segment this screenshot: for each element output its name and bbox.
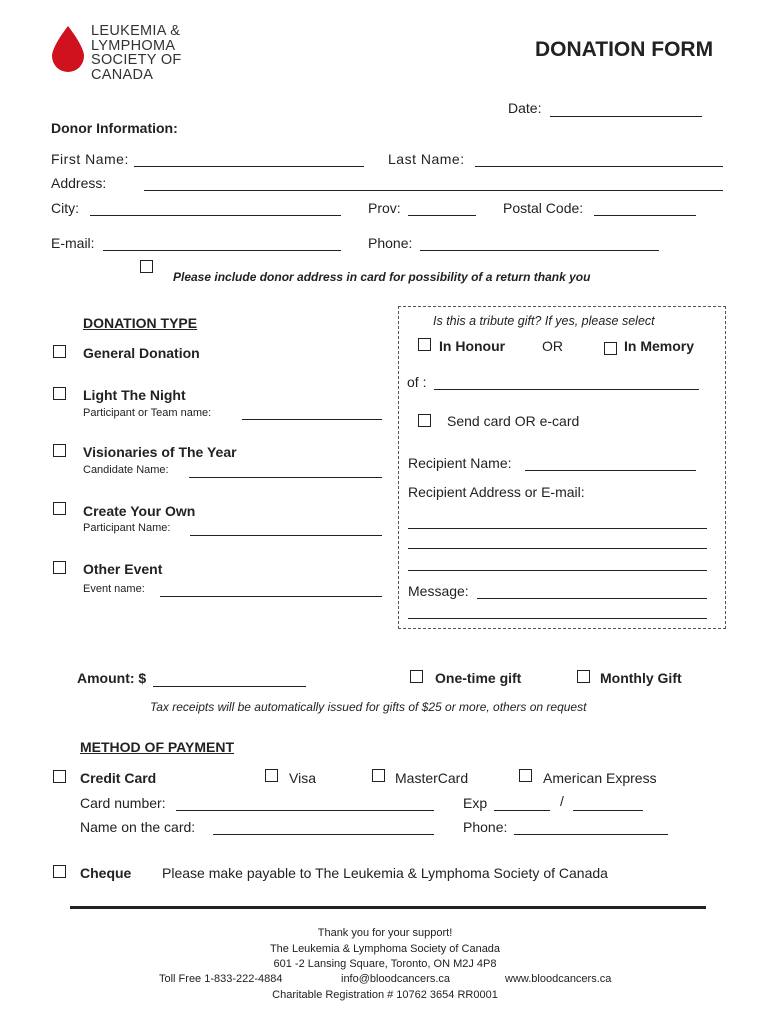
footer-email: info@bloodcancers.ca [341, 973, 451, 985]
message-label: Message: [408, 583, 469, 599]
send-card-label: Send card OR e-card [447, 413, 580, 429]
one-time-gift-checkbox[interactable] [410, 670, 423, 683]
address-label: Address: [51, 175, 107, 191]
light-the-night-label: Light The Night [83, 387, 186, 403]
logo-line: LYMPHOMA [91, 37, 176, 54]
recipient-address-label: Recipient Address or E-mail: [408, 484, 585, 500]
mastercard-checkbox[interactable] [372, 769, 385, 782]
recipient-address-line-3[interactable] [408, 570, 707, 571]
address-in-card-checkbox[interactable] [140, 260, 153, 273]
other-event-checkbox[interactable] [53, 561, 66, 574]
event-name-field[interactable] [160, 596, 382, 597]
prov-label: Prov: [368, 200, 401, 216]
visionaries-sub: Candidate Name: [83, 464, 169, 476]
postal-field[interactable] [594, 215, 696, 216]
footer-charity: Charitable Registration # 10762 3654 RR0001 [272, 989, 498, 1001]
credit-card-label: Credit Card [80, 770, 157, 786]
create-your-own-sub: Participant Name: [83, 522, 171, 534]
payment-phone-label: Phone: [463, 819, 508, 835]
page-title: DONATION FORM [535, 38, 714, 61]
other-event-sub: Event name: [83, 583, 145, 595]
footer-divider [70, 906, 706, 909]
city-label: City: [51, 200, 79, 216]
donor-heading: Donor Information: [51, 120, 178, 136]
date-label: Date: [508, 100, 542, 116]
in-memory-checkbox[interactable] [604, 342, 617, 355]
date-field[interactable] [550, 116, 702, 117]
card-number-label: Card number: [80, 795, 166, 811]
other-event-label: Other Event [83, 561, 163, 577]
footer-address: 601 -2 Lansing Square, Toronto, ON M2J 4P8 [273, 958, 497, 970]
phone-label: Phone: [368, 235, 413, 251]
first-name-label: First Name: [51, 151, 129, 167]
create-your-own-checkbox[interactable] [53, 502, 66, 515]
address-field[interactable] [144, 190, 723, 191]
name-on-card-label: Name on the card: [80, 819, 196, 835]
prov-field[interactable] [408, 215, 476, 216]
payment-phone-field[interactable] [514, 834, 668, 835]
visa-checkbox[interactable] [265, 769, 278, 782]
card-number-field[interactable] [176, 810, 434, 811]
footer-toll-free: Toll Free 1-833-222-4884 [159, 973, 283, 985]
city-field[interactable] [90, 215, 341, 216]
tax-note: Tax receipts will be automatically issued for gifts of $25 or more, others on request [150, 700, 587, 714]
visionaries-checkbox[interactable] [53, 444, 66, 457]
of-label: of : [407, 374, 427, 390]
amex-checkbox[interactable] [519, 769, 532, 782]
address-note: Please include donor address in card for possibility of a return thank you [173, 270, 591, 284]
cheque-label: Cheque [80, 865, 132, 881]
visionaries-label: Visionaries of The Year [83, 444, 237, 460]
recipient-name-label: Recipient Name: [408, 455, 512, 471]
light-the-night-checkbox[interactable] [53, 387, 66, 400]
footer-org: The Leukemia & Lymphoma Society of Canada [269, 943, 501, 955]
first-name-field[interactable] [134, 166, 364, 167]
team-name-field[interactable] [242, 419, 382, 420]
phone-field[interactable] [420, 250, 659, 251]
logo-line: SOCIETY OF [91, 52, 182, 68]
email-field[interactable] [103, 250, 341, 251]
credit-card-checkbox[interactable] [53, 770, 66, 783]
name-on-card-field[interactable] [213, 834, 434, 835]
in-honour-checkbox[interactable] [418, 338, 431, 351]
exp-slash: / [560, 793, 564, 809]
cheque-note: Please make payable to The Leukemia & Lymphoma Society of Canada [162, 865, 608, 881]
general-donation-label: General Donation [83, 345, 200, 361]
logo-text [91, 24, 182, 82]
donation-type-heading: DONATION TYPE [83, 315, 198, 331]
footer-thanks: Thank you for your support! [317, 927, 453, 939]
or-label: OR [542, 338, 563, 354]
participant-name-field[interactable] [190, 535, 382, 536]
one-time-gift-label: One-time gift [435, 670, 522, 686]
exp-year-field[interactable] [573, 810, 643, 811]
candidate-name-field[interactable] [189, 477, 382, 478]
footer-web: www.bloodcancers.ca [505, 973, 612, 985]
recipient-name-field[interactable] [525, 470, 696, 471]
recipient-address-line-2[interactable] [408, 548, 707, 549]
light-the-night-sub: Participant or Team name: [83, 407, 212, 419]
send-card-checkbox[interactable] [418, 414, 431, 427]
recipient-address-line-1[interactable] [408, 528, 707, 529]
mastercard-label: MasterCard [395, 770, 469, 786]
amex-label: American Express [543, 770, 657, 786]
amount-field[interactable] [153, 686, 306, 687]
create-your-own-label: Create Your Own [83, 503, 196, 519]
last-name-field[interactable] [475, 166, 723, 167]
exp-month-field[interactable] [494, 810, 550, 811]
tribute-question: Is this a tribute gift? If yes, please select [433, 314, 655, 328]
message-line-2[interactable] [408, 618, 707, 619]
monthly-gift-label: Monthly Gift [600, 670, 682, 686]
payment-heading: METHOD OF PAYMENT [80, 739, 235, 755]
monthly-gift-checkbox[interactable] [577, 670, 590, 683]
exp-label: Exp [463, 795, 488, 811]
general-donation-checkbox[interactable] [53, 345, 66, 358]
last-name-label: Last Name: [388, 151, 465, 167]
message-field[interactable] [477, 598, 707, 599]
tribute-of-field[interactable] [434, 389, 699, 390]
logo-line: LEUKEMIA & [91, 23, 181, 39]
in-honour-label: In Honour [439, 338, 506, 354]
logo-line: CANADA [91, 66, 154, 83]
amount-label: Amount: $ [77, 670, 147, 686]
email-label: E-mail: [51, 235, 95, 251]
cheque-checkbox[interactable] [53, 865, 66, 878]
blood-drop-icon [52, 26, 84, 72]
postal-label: Postal Code: [503, 200, 584, 216]
in-memory-label: In Memory [624, 338, 695, 354]
visa-label: Visa [289, 770, 316, 786]
